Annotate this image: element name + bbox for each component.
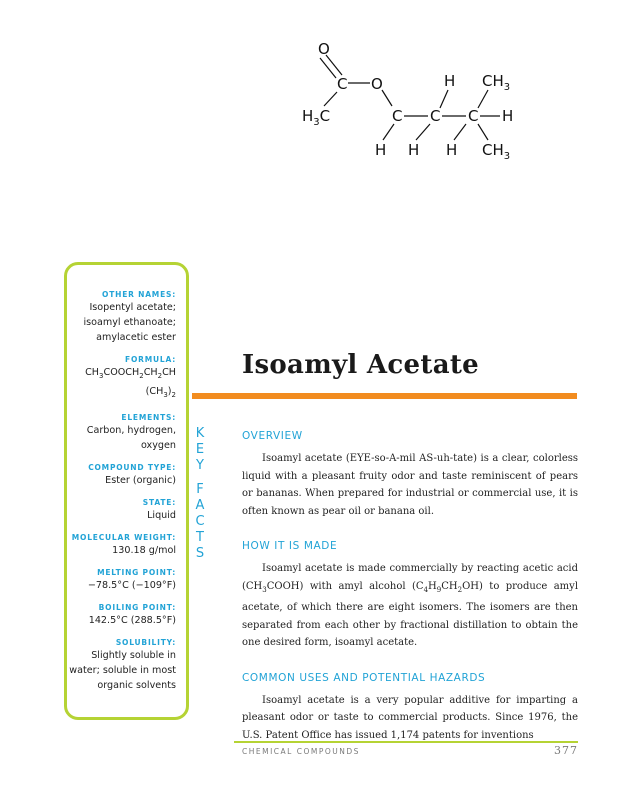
section-text-uses: Isoamyl acetate is a very popular additive for imparting a pleasant odor or taste to commercial products. Since 1976, the U.S. Patent Office has issued 1,174 patents for inventions [242, 694, 578, 741]
atom-c3: C [468, 107, 479, 125]
fact-value: Liquid [147, 509, 176, 521]
fact-value: isoamyl ethanoate; [83, 317, 176, 328]
key-facts-tab-label [190, 426, 210, 562]
bond-c3-ch3-top [478, 90, 488, 108]
bond-c2-h-bottom [416, 124, 430, 140]
fact-value: −78.5°C (−109°F) [87, 579, 176, 591]
fact-molecular-weight [58, 532, 176, 558]
bond-c2-h-top [440, 90, 448, 108]
fact-formula [58, 354, 176, 403]
atom-c1: C [392, 107, 403, 125]
fact-label: COMPOUND TYPE: [88, 462, 176, 472]
fact-value: 142.5°C (288.5°F) [88, 614, 176, 626]
key-facts-box [64, 262, 189, 720]
page-number: 377 [554, 744, 578, 757]
double-bond-1 [320, 58, 336, 78]
section-text-how-made: Isoamyl acetate is made commercially by reacting acetic acid $(CH_3COOH)$ with amyl alcohol $(C_4H_9CH_2OH)$ to produce amyl acetate, of which there are eight isomers. The isomers are then separated from each other by fractional distillation to obtain the one desired form, isoamyl acetate. [242, 563, 579, 648]
section-text-overview: Isoamyl acetate (EYE-so-A-mil AS-uh-tate) is a clear, colorless liquid with a pleasant fruity odor and taste reminiscent of pears or bananas. When prepared for industrial or commercial use, it is often known as pear oil or banana oil. [242, 453, 578, 517]
atom-o-ester: O [371, 75, 383, 93]
atom-ch3-top: $CH_3$ [482, 72, 511, 93]
key-facts-tab-letter: Y [196, 458, 204, 473]
fact-label: FORMULA: [125, 355, 176, 364]
key-facts-tab-letter: C [195, 514, 205, 529]
fact-melting-point [58, 567, 176, 593]
fact-boiling-point [58, 602, 176, 628]
fact-elements [58, 412, 176, 453]
double-bond-2 [326, 55, 342, 75]
atom-ch3-bottom: $CH_3$ [482, 141, 511, 162]
bond-carbonyl-methyl [324, 92, 337, 106]
atom-h-bottom-3: H [446, 141, 458, 159]
fact-label: SOLUBILITY: [115, 637, 176, 647]
fact-value: amylacetic ester [96, 332, 176, 343]
atom-o-double: O [318, 40, 330, 58]
key-facts-tab-letter: A [195, 498, 205, 513]
fact-value: Slightly soluble in [91, 649, 176, 661]
fact-label: MELTING POINT: [97, 567, 176, 577]
isoamyl-acetate-structure-diagram [290, 38, 530, 166]
fact-value: organic solvents [97, 679, 176, 691]
fact-label: ELEMENTS: [121, 412, 176, 422]
page-title: Isoamyl Acetate [242, 350, 479, 380]
key-facts-tab-letter: E [195, 442, 205, 457]
key-facts-tab-letter: K [195, 426, 205, 441]
key-facts-tab-letter: S [195, 546, 205, 561]
atom-h-top: H [444, 72, 456, 90]
atom-c2: C [430, 107, 441, 125]
bond-oxygen-c1 [382, 90, 392, 106]
fact-value: oxygen [140, 439, 176, 451]
atom-c-carbonyl: C [337, 75, 348, 93]
bond-c3-h-bottom [454, 124, 466, 140]
key-facts-tab-word-facts [190, 482, 210, 562]
fact-value: Ester (organic) [105, 474, 176, 486]
atom-h3c: $H_3C$ [302, 107, 331, 128]
formula-line-1: $CH_3COOCH_2CH_2CH$ [85, 367, 176, 380]
key-facts-tab-word-key [190, 426, 210, 474]
bond-c1-h-bottom [383, 124, 394, 140]
fact-label: STATE: [142, 497, 176, 507]
section-heading-how-made: HOW IT IS MADE [242, 540, 338, 552]
atom-h-right: H [502, 107, 514, 125]
fact-value: Carbon, hydrogen, [86, 424, 176, 436]
article-body [242, 430, 578, 764]
fact-label: BOILING POINT: [98, 602, 176, 612]
section-heading-uses: COMMON USES AND POTENTIAL HAZARDS [242, 671, 486, 684]
fact-label: OTHER NAMES: [102, 290, 176, 299]
fact-value: water; soluble in most [69, 664, 176, 676]
key-facts-tab-letter: T [196, 530, 204, 545]
fact-value: Isopentyl acetate; [89, 302, 176, 313]
fact-other-names [58, 289, 176, 345]
key-facts-list [58, 289, 176, 702]
atom-h-bottom-1: H [375, 141, 387, 159]
fact-state [58, 497, 176, 523]
footer-rule [234, 741, 578, 743]
section-heading-overview: OVERVIEW [242, 430, 303, 442]
key-facts-tab-letter: F [196, 482, 204, 497]
atom-h-bottom-2: H [408, 141, 420, 159]
bond-c3-ch3-bottom [478, 124, 488, 140]
fact-value: 130.18 g/mol [112, 544, 176, 556]
fact-solubility [58, 637, 176, 693]
title-underline-rule [192, 393, 577, 399]
footer-book-title: CHEMICAL COMPOUNDS [242, 747, 360, 756]
fact-compound-type [58, 462, 176, 488]
fact-label: MOLECULAR WEIGHT: [71, 532, 176, 542]
formula-line-2: $(CH_3)_2$ [145, 385, 176, 399]
